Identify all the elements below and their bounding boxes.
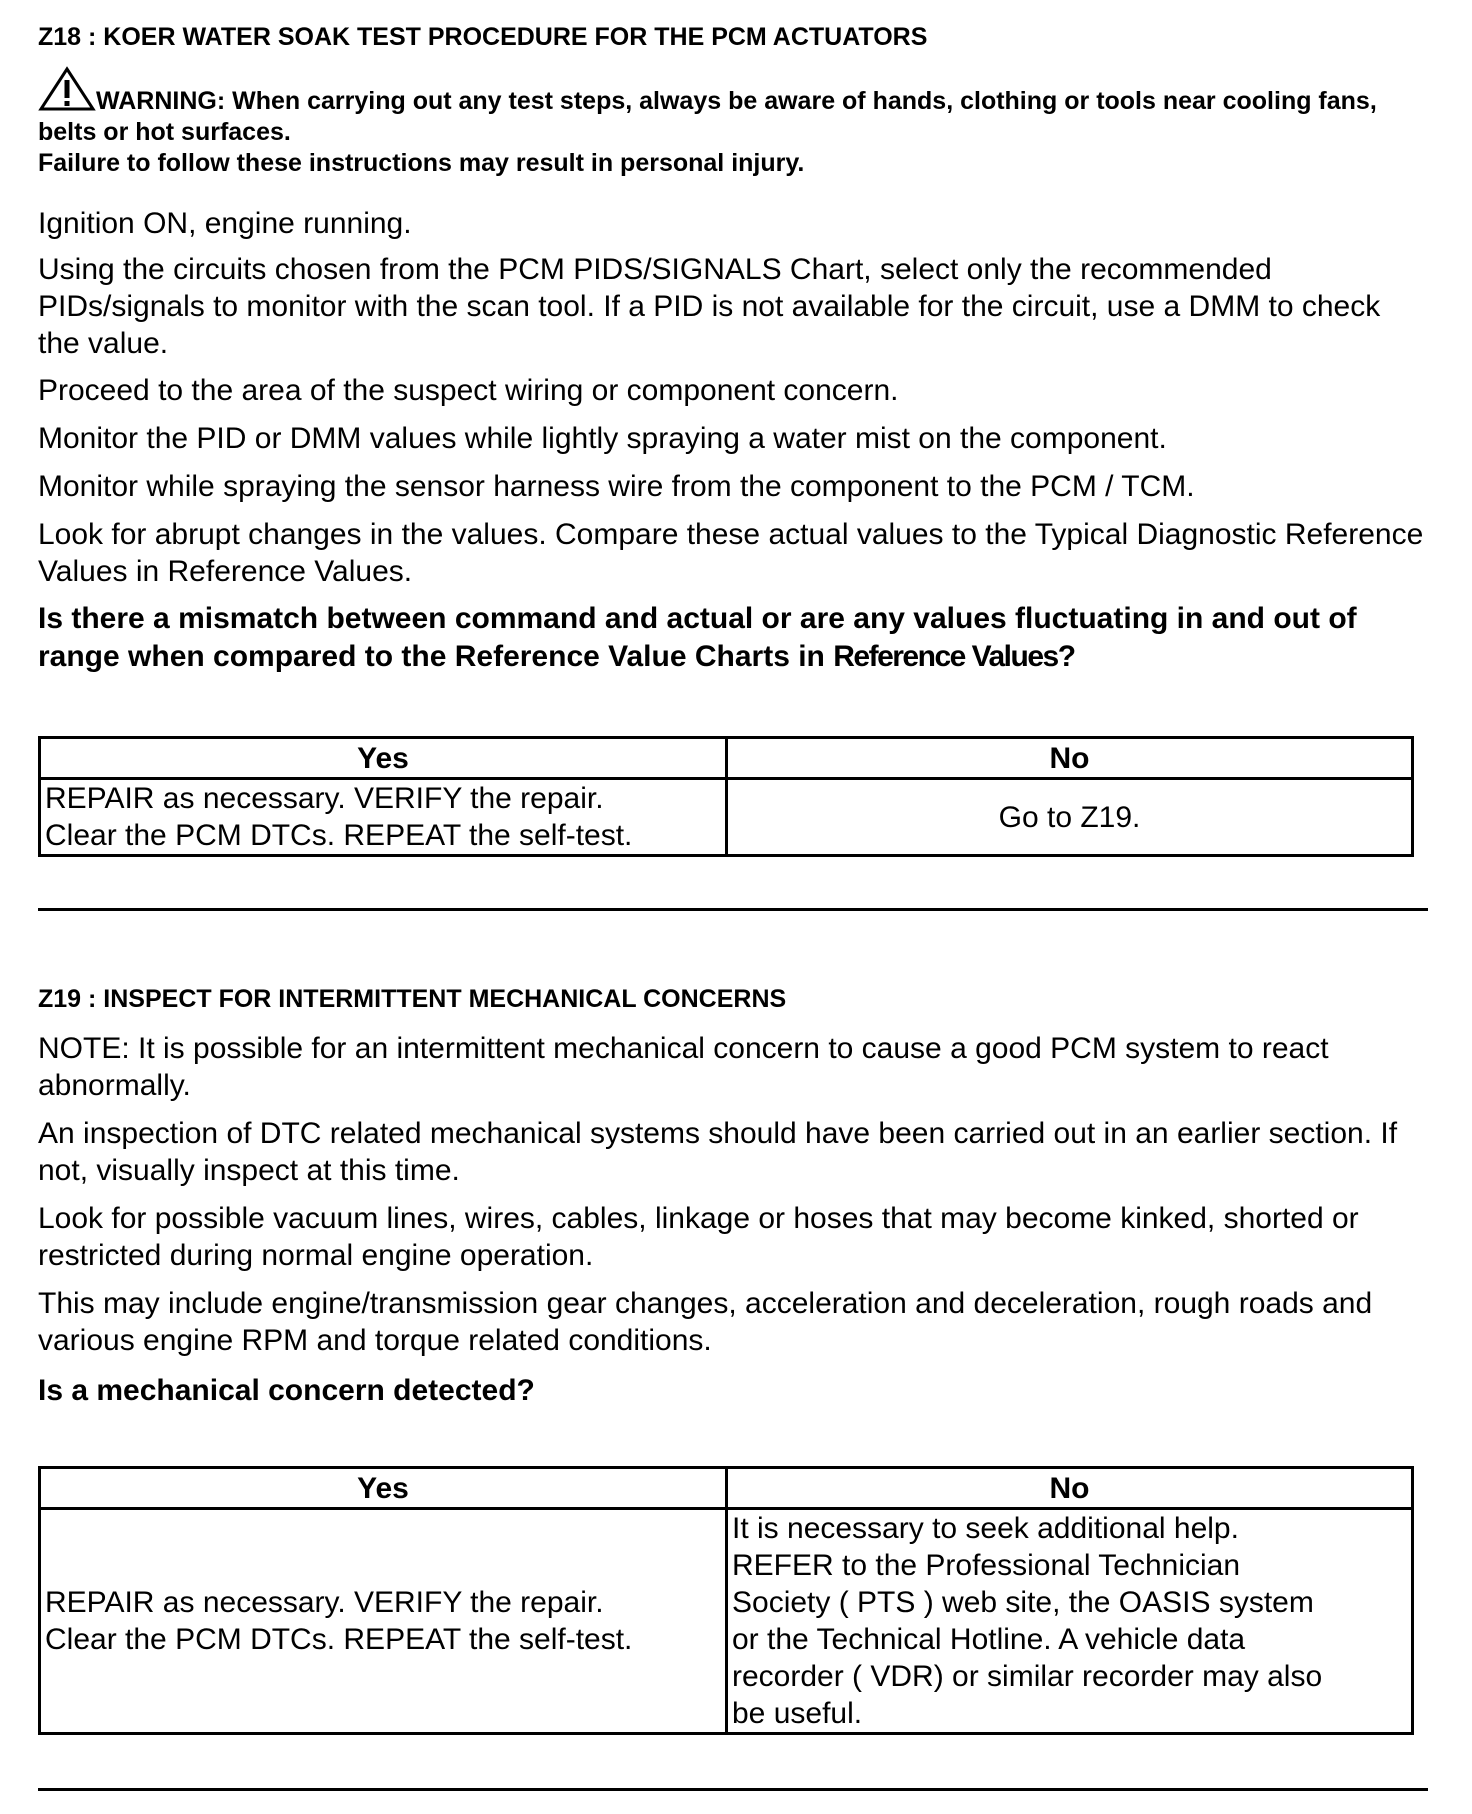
warning-triangle-icon: [38, 66, 96, 112]
z18-yes-no-table: [38, 736, 1414, 857]
z18-step: Proceed to the area of the suspect wiring or component concern.: [38, 374, 899, 407]
section-divider: [38, 908, 1428, 911]
no-header: No: [727, 1468, 1413, 1509]
z18-step: Look for abrupt changes in the values. Compare these actual values to the Typical Diagnostic Reference Values in Reference Values.: [38, 518, 1424, 588]
z18-step: Ignition ON, engine running.: [38, 207, 412, 240]
z18-question: Is there a mismatch between command and actual or are any values fluctuating in and out of range when compared to the Reference Value Charts in Reference Values?: [38, 602, 1357, 673]
warning-text: When carrying out any test steps, always be aware of hands, clothing or tools near cooling fans, belts or hot surfaces.: [38, 87, 1377, 146]
yes-header: Yes: [40, 738, 727, 779]
section-divider: [38, 1788, 1428, 1791]
z18-warning: [38, 66, 1428, 179]
reference-values-link[interactable]: Reference Values: [833, 640, 1058, 673]
yes-cell: REPAIR as necessary. VERIFY the repair. Clear the PCM DTCs. REPEAT the self-test.: [40, 779, 727, 856]
warning-label: WARNING:: [96, 87, 226, 115]
z19-step: An inspection of DTC related mechanical systems should have been carried out in an earlier section. If not, visually inspect at this time.: [38, 1117, 1398, 1187]
z19-question: Is a mechanical concern detected?: [38, 1374, 535, 1407]
z18-section: [38, 22, 1428, 52]
no-cell: It is necessary to seek additional help. REFER to the Professional Technician Society ( PTS ) web site, the OASIS system or the Technical Hotline. A vehicle data recorder ( VDR) or similar recorder may also be useful.: [727, 1509, 1413, 1734]
z19-section: [38, 984, 1428, 1014]
yes-cell: REPAIR as necessary. VERIFY the repair. Clear the PCM DTCs. REPEAT the self-test.: [40, 1509, 727, 1734]
yes-header: Yes: [40, 1468, 727, 1509]
z18-step: Monitor the PID or DMM values while lightly spraying a water mist on the component.: [38, 422, 1167, 455]
z18-title: Z18 : KOER WATER SOAK TEST PROCEDURE FOR THE PCM ACTUATORS: [38, 23, 928, 51]
z18-step: Using the circuits chosen from the PCM PIDS/SIGNALS Chart, select only the recommended PIDs/signals to monitor with the scan tool. If a PID is not available for the circuit, use a DMM to check the value.: [38, 253, 1381, 360]
warning-consequence: Failure to follow these instructions may result in personal injury.: [38, 149, 805, 177]
z19-step: This may include engine/transmission gear changes, acceleration and deceleration, rough roads and various engine RPM and torque related conditions.: [38, 1287, 1373, 1357]
no-cell: Go to Z19.: [727, 779, 1413, 856]
z19-step: Look for possible vacuum lines, wires, cables, linkage or hoses that may become kinked, shorted or restricted during normal engine operation.: [38, 1202, 1359, 1272]
z19-step: NOTE: It is possible for an intermittent mechanical concern to cause a good PCM system to react abnormally.: [38, 1032, 1329, 1102]
z19-yes-no-table: [38, 1466, 1414, 1735]
no-header: No: [727, 738, 1413, 779]
z18-step: Monitor while spraying the sensor harness wire from the component to the PCM / TCM.: [38, 470, 1195, 503]
z18-steps: [38, 205, 1428, 242]
z19-title: Z19 : INSPECT FOR INTERMITTENT MECHANICAL CONCERNS: [38, 985, 787, 1013]
